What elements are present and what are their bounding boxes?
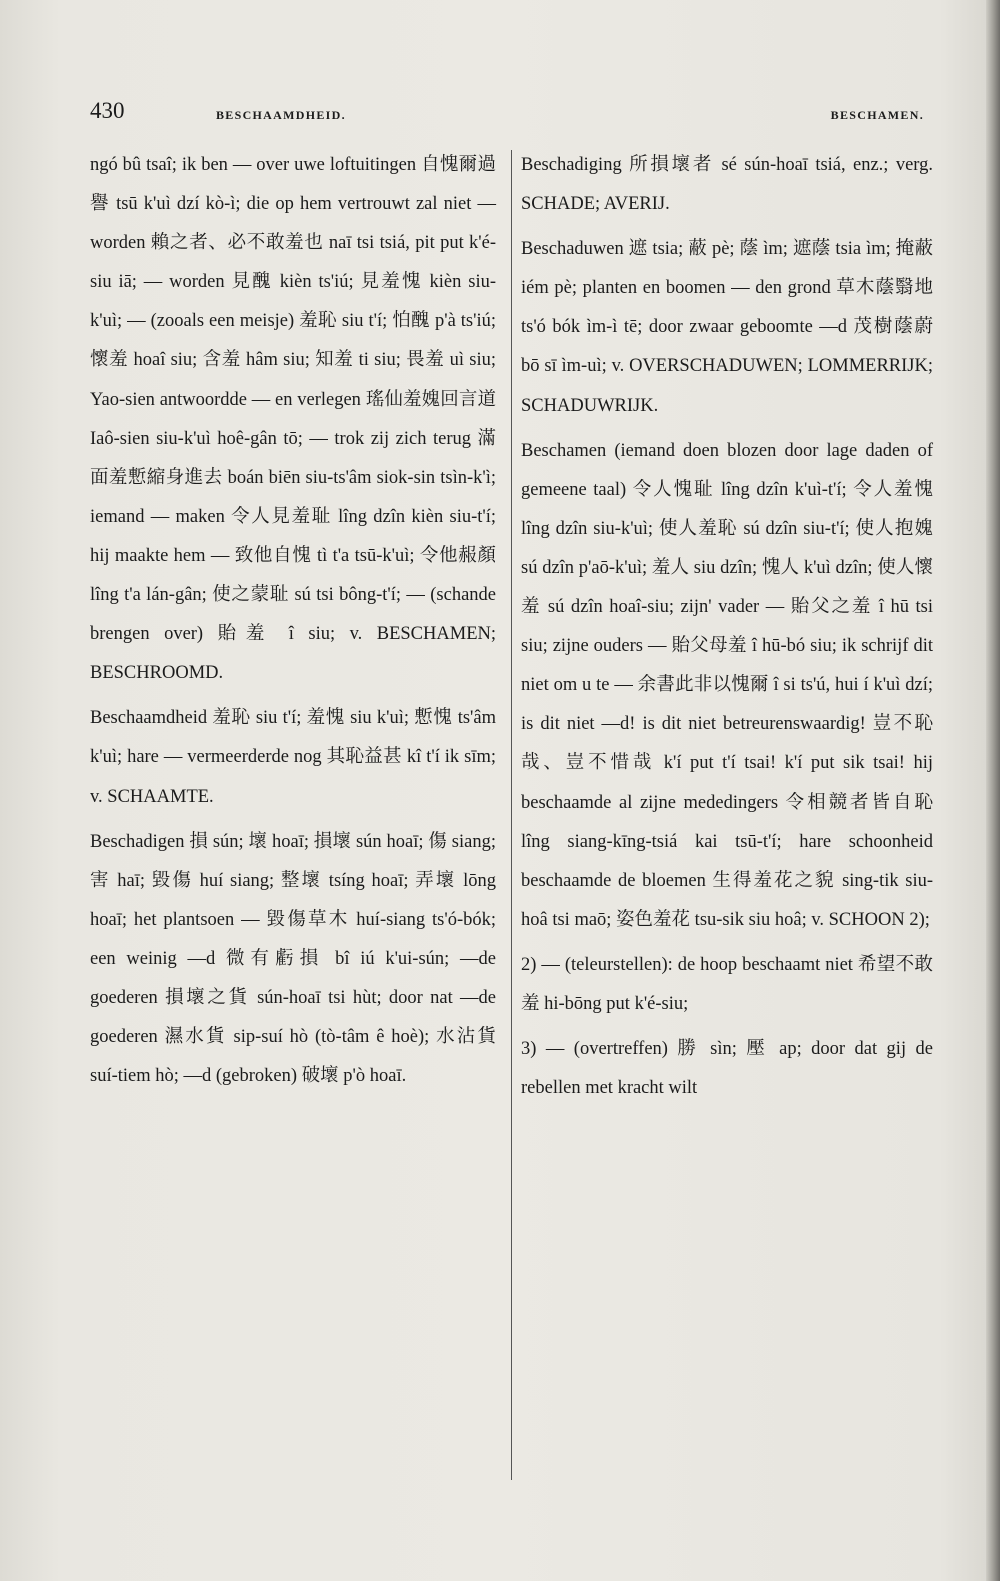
column-divider <box>511 150 512 1480</box>
entry-beschamen: Beschamen (iemand doen blozen door lage daden of gemeene taal) 令人愧耻 lîng dzîn k'uì-t'í; 令人羞愧 lîng dzîn siu-k'uì; 使人羞恥 sú dzîn siu-t'í; 使人抱媿 sú dzîn p'aō-k'uì; 羞人 siu dzîn; 愧人 k'uì dzîn; 使人懷羞 sú dzîn hoaî-siu; zijn' vader — 貽父之羞 î hū tsi siu; zijne ouders — 貽父母羞 î hū-bó siu; ik schrijf dit niet om u te — 余書此非以愧爾 î si ts'ú, hui í k'uì dzí; is dit niet —d! is dit niet betreurenswaardig! 豈不恥哉、豈不惜哉 k'í put t'í tsai! k'í put sik tsai! hij beschaamde al zijne mededingers 令相競者皆自恥 lîng siang-kīng-tsiá kai tsū-t'í; hare schoonheid beschaamde de bloemen 生得羞花之貌 sing-tik siu-hoâ tsi maō; 姿色羞花 tsu-sik siu hoâ; v. SCHOON 2); <box>521 440 938 930</box>
page-number: 430 <box>90 98 125 123</box>
entry-beschaduwen: Beschaduwen 遮 tsia; 蔽 pè; 蔭 ìm; 遮蔭 tsia ìm; 掩蔽 iém pè; planten en boomen — den grond 草木蔭翳地 ts'ó bók ìm-ì tē; door zwaar geboomte —d 茂樹蔭蔚 bō sī ìm-uì; v. OVERSCHADUWEN; LOMMERRIJK; SCHADUWRIJK. <box>521 239 938 416</box>
right-column <box>521 146 938 1481</box>
entry-beschamen-sense-2: 2) — (teleurstellen): de hoop beschaamt niet 希望不敢羞 hi-bōng put k'é-siu; <box>521 954 933 1014</box>
entry-beschaamdheid: Beschaamdheid 羞恥 siu t'í; 羞愧 siu k'uì; 慙愧 ts'âm k'uì; hare — vermeerderde nog 其恥益甚 kî t'í ik sīm; v. SCHAAMTE. <box>90 708 501 807</box>
page-edge-shadow <box>986 0 1000 1581</box>
entry-beschamen-sense-3: 3) — (overtreffen) 勝 sìn; 壓 ap; door dat gij de rebellen met kracht wilt <box>521 1039 938 1099</box>
entry-beschadigen: Beschadigen 損 sún; 壞 hoaī; 損壞 sún hoaī; 傷 siang; 害 haī; 毀傷 huí siang; 整壞 tsíng hoaī; 弄壞 lōng hoaī; het plantsoen — 毀傷草木 huí-siang ts'ó-bók; een weinig —d 微有虧損 bî iú k'ui-sún; —de goederen 損壞之貨 sún-hoaī tsi hùt; door nat —de goederen 濕水貨 sip-suí hò (tò-tâm ê hoè); 水沾貨 suí-tiem hò; —d (gebroken) 破壞 p'ò hoaī. <box>90 831 501 1087</box>
left-column <box>90 146 501 1481</box>
entry-beschaamd-continued: ngó bû tsaî; ik ben — over uwe loftuitingen 自愧爾過譽 tsū k'uì dzí kò-ì; die op hem vertrouwt zal niet — worden 賴之者、必不敢羞也 naī tsi tsiá, pit put k'é-siu iā; — worden 見醜 kièn ts'iú; 見羞愧 kièn siu-k'uì; — (zooals een meisje) 羞恥 siu t'í; 怕醜 p'à ts'iú; 懷羞 hoaî siu; 含羞 hâm siu; 知羞 ti siu; 畏羞 uì siu; Yao-sien antwoordde — en verlegen 瑤仙羞媿回言道 Iaô-sien siu-k'uì hoê-gân tō; — trok zij zich terug 滿面羞慙縮身進去 boán biēn siu-ts'âm siok-sin tsìn-k'ì; iemand — maken 令人見羞耻 lîng dzîn kièn siu-t'í; hij maakte hem — 致他自愧 tì t'a tsū-k'uì; 令他赧顏 lîng t'a lán-gân; 使之蒙耻 sú tsi bông-t'í; — (schande brengen over) 貽羞 î siu; v. BESCHAMEN; BESCHROOMD. <box>90 155 501 684</box>
left-running-head: BESCHAAMDHEID. <box>216 108 346 122</box>
running-head <box>90 98 932 134</box>
entry-beschadiging: Beschadiging 所損壞者 sé sún-hoaī tsiá, enz.; verg. SCHADE; AVERIJ. <box>521 155 938 215</box>
right-running-head: BESCHAMEN. <box>830 108 924 122</box>
